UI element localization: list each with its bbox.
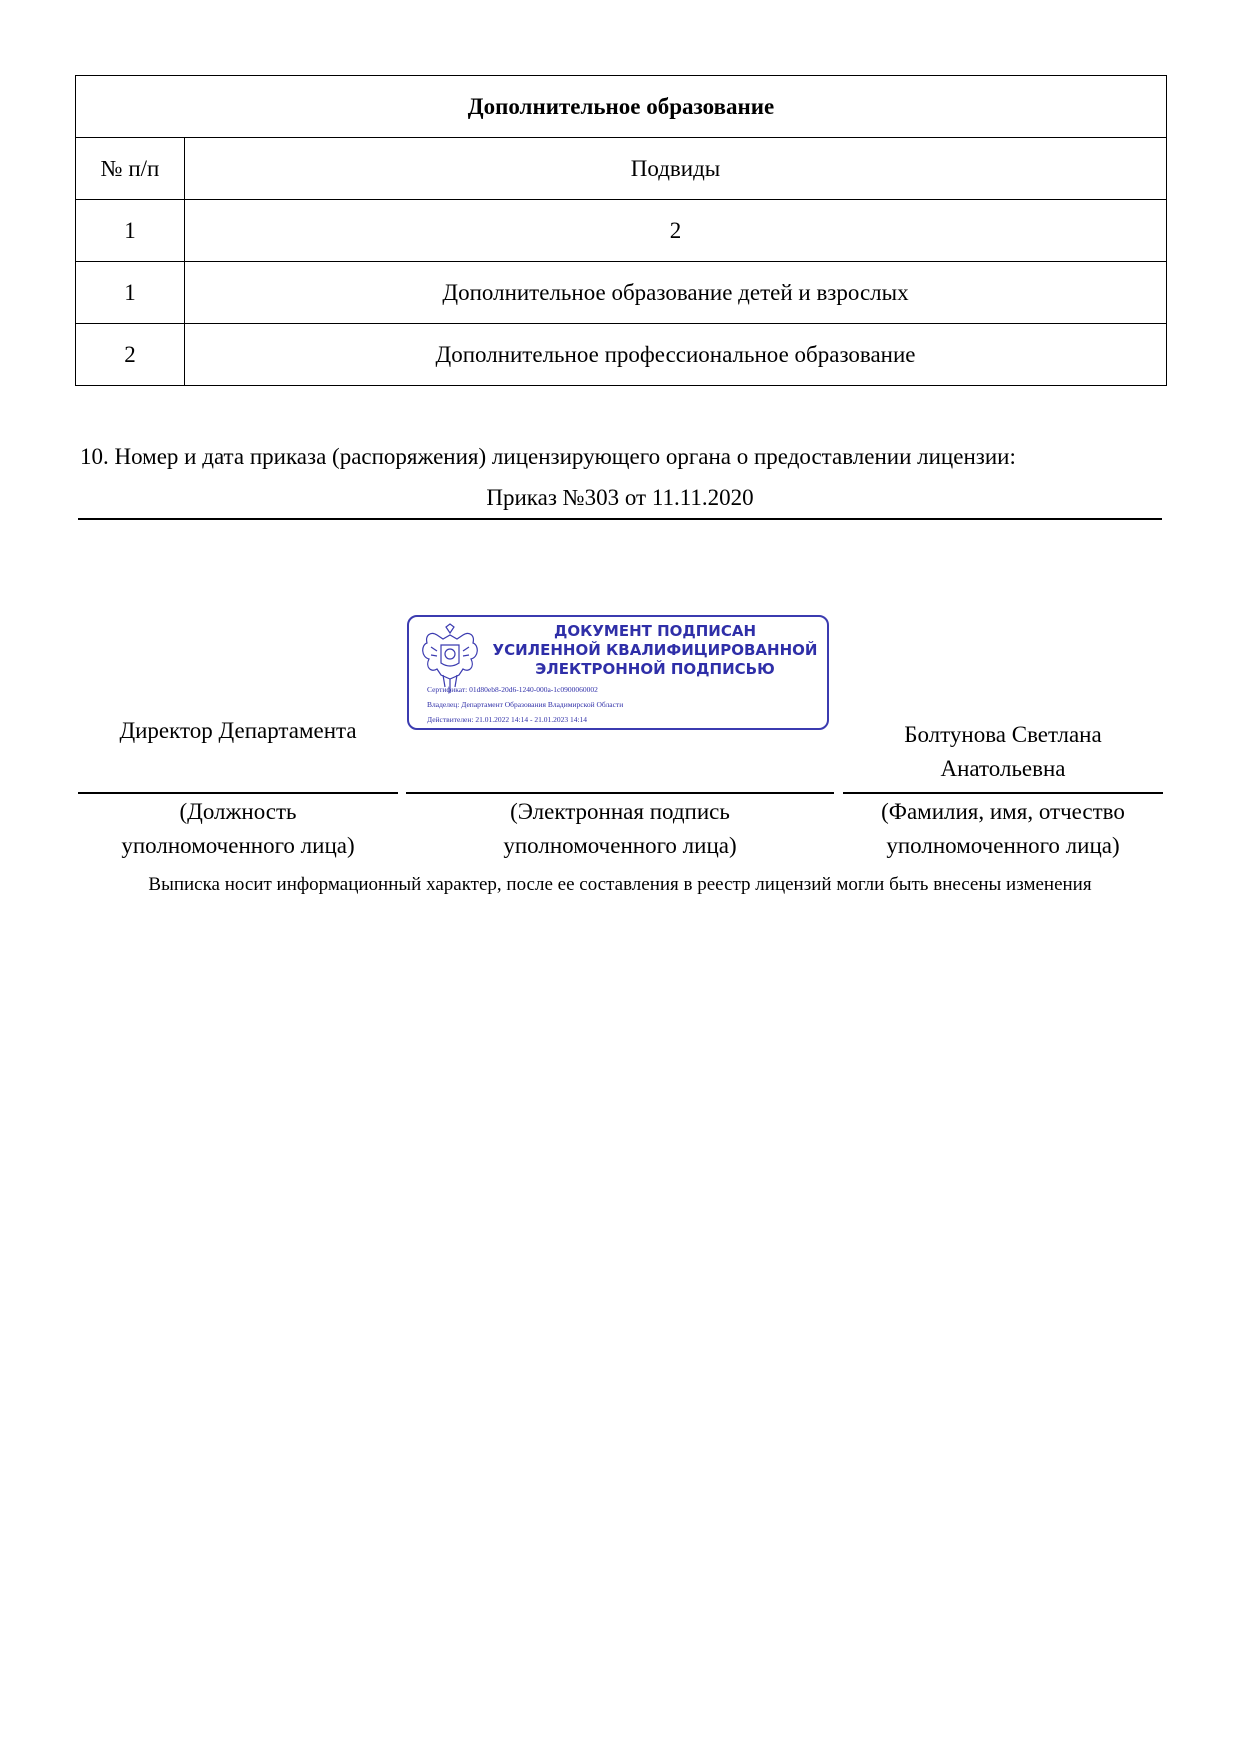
row-name: Дополнительное профессиональное образование <box>185 324 1167 386</box>
caption-position-line-2: уполномоченного лица) <box>121 833 355 858</box>
stamp-line-3: ЭЛЕКТРОННОЙ ПОДПИСЬЮ <box>535 660 775 678</box>
stamp-certificate: Сертификат: 01d80eb8-20d6-1240-000a-1c0900060002 <box>427 685 598 694</box>
stamp-line-2: УСИЛЕННОЙ КВАЛИФИЦИРОВАННОЙ <box>492 641 818 659</box>
signer-name-line-2: Анатольевна <box>940 756 1066 781</box>
name-underline <box>843 792 1163 794</box>
signature-underline <box>406 792 834 794</box>
electronic-signature-stamp <box>407 615 829 730</box>
stamp-line-1: ДОКУМЕНТ ПОДПИСАН <box>553 622 757 640</box>
signer-name-line-1: Болтунова Светлана <box>904 722 1102 747</box>
position-underline <box>78 792 398 794</box>
caption-name <box>843 795 1163 863</box>
table-header-row <box>76 138 1167 200</box>
caption-signature-line-2: уполномоченного лица) <box>503 833 737 858</box>
table-row <box>76 324 1167 386</box>
section-10-label: 10. Номер и дата приказа (распоряжения) лицензирующего органа о предоставлении лицензии: <box>80 444 1016 469</box>
caption-signature <box>406 795 834 863</box>
caption-name-line-1: (Фамилия, имя, отчество <box>881 799 1125 824</box>
stamp-owner: Владелец: Департамент Образования Владимирской Области <box>427 700 624 709</box>
header-num: № п/п <box>76 138 185 200</box>
caption-name-line-2: уполномоченного лица) <box>886 833 1120 858</box>
column-number-1: 1 <box>76 200 185 262</box>
column-number-2: 2 <box>185 200 1167 262</box>
caption-position <box>78 795 398 863</box>
caption-signature-line-1: (Электронная подпись <box>510 799 730 824</box>
table-title: Дополнительное образование <box>76 76 1167 138</box>
header-subtypes: Подвиды <box>185 138 1167 200</box>
row-name: Дополнительное образование детей и взрослых <box>185 262 1167 324</box>
signer-name <box>843 718 1163 786</box>
education-subtypes-table <box>75 75 1167 386</box>
signer-position: Директор Департамента <box>119 718 357 743</box>
informational-note: Выписка носит информационный характер, после ее составления в реестр лицензий могли быть внесены изменения <box>148 874 1092 895</box>
stamp-validity: Действителен: 21.01.2022 14:14 - 21.01.2023 14:14 <box>427 715 588 724</box>
row-num: 2 <box>76 324 185 386</box>
column-number-row <box>76 200 1167 262</box>
order-value: Приказ №303 от 11.11.2020 <box>486 485 754 510</box>
table-row <box>76 262 1167 324</box>
row-num: 1 <box>76 262 185 324</box>
table-title-row <box>76 76 1167 138</box>
caption-position-line-1: (Должность <box>179 799 297 824</box>
order-underline <box>78 518 1162 520</box>
